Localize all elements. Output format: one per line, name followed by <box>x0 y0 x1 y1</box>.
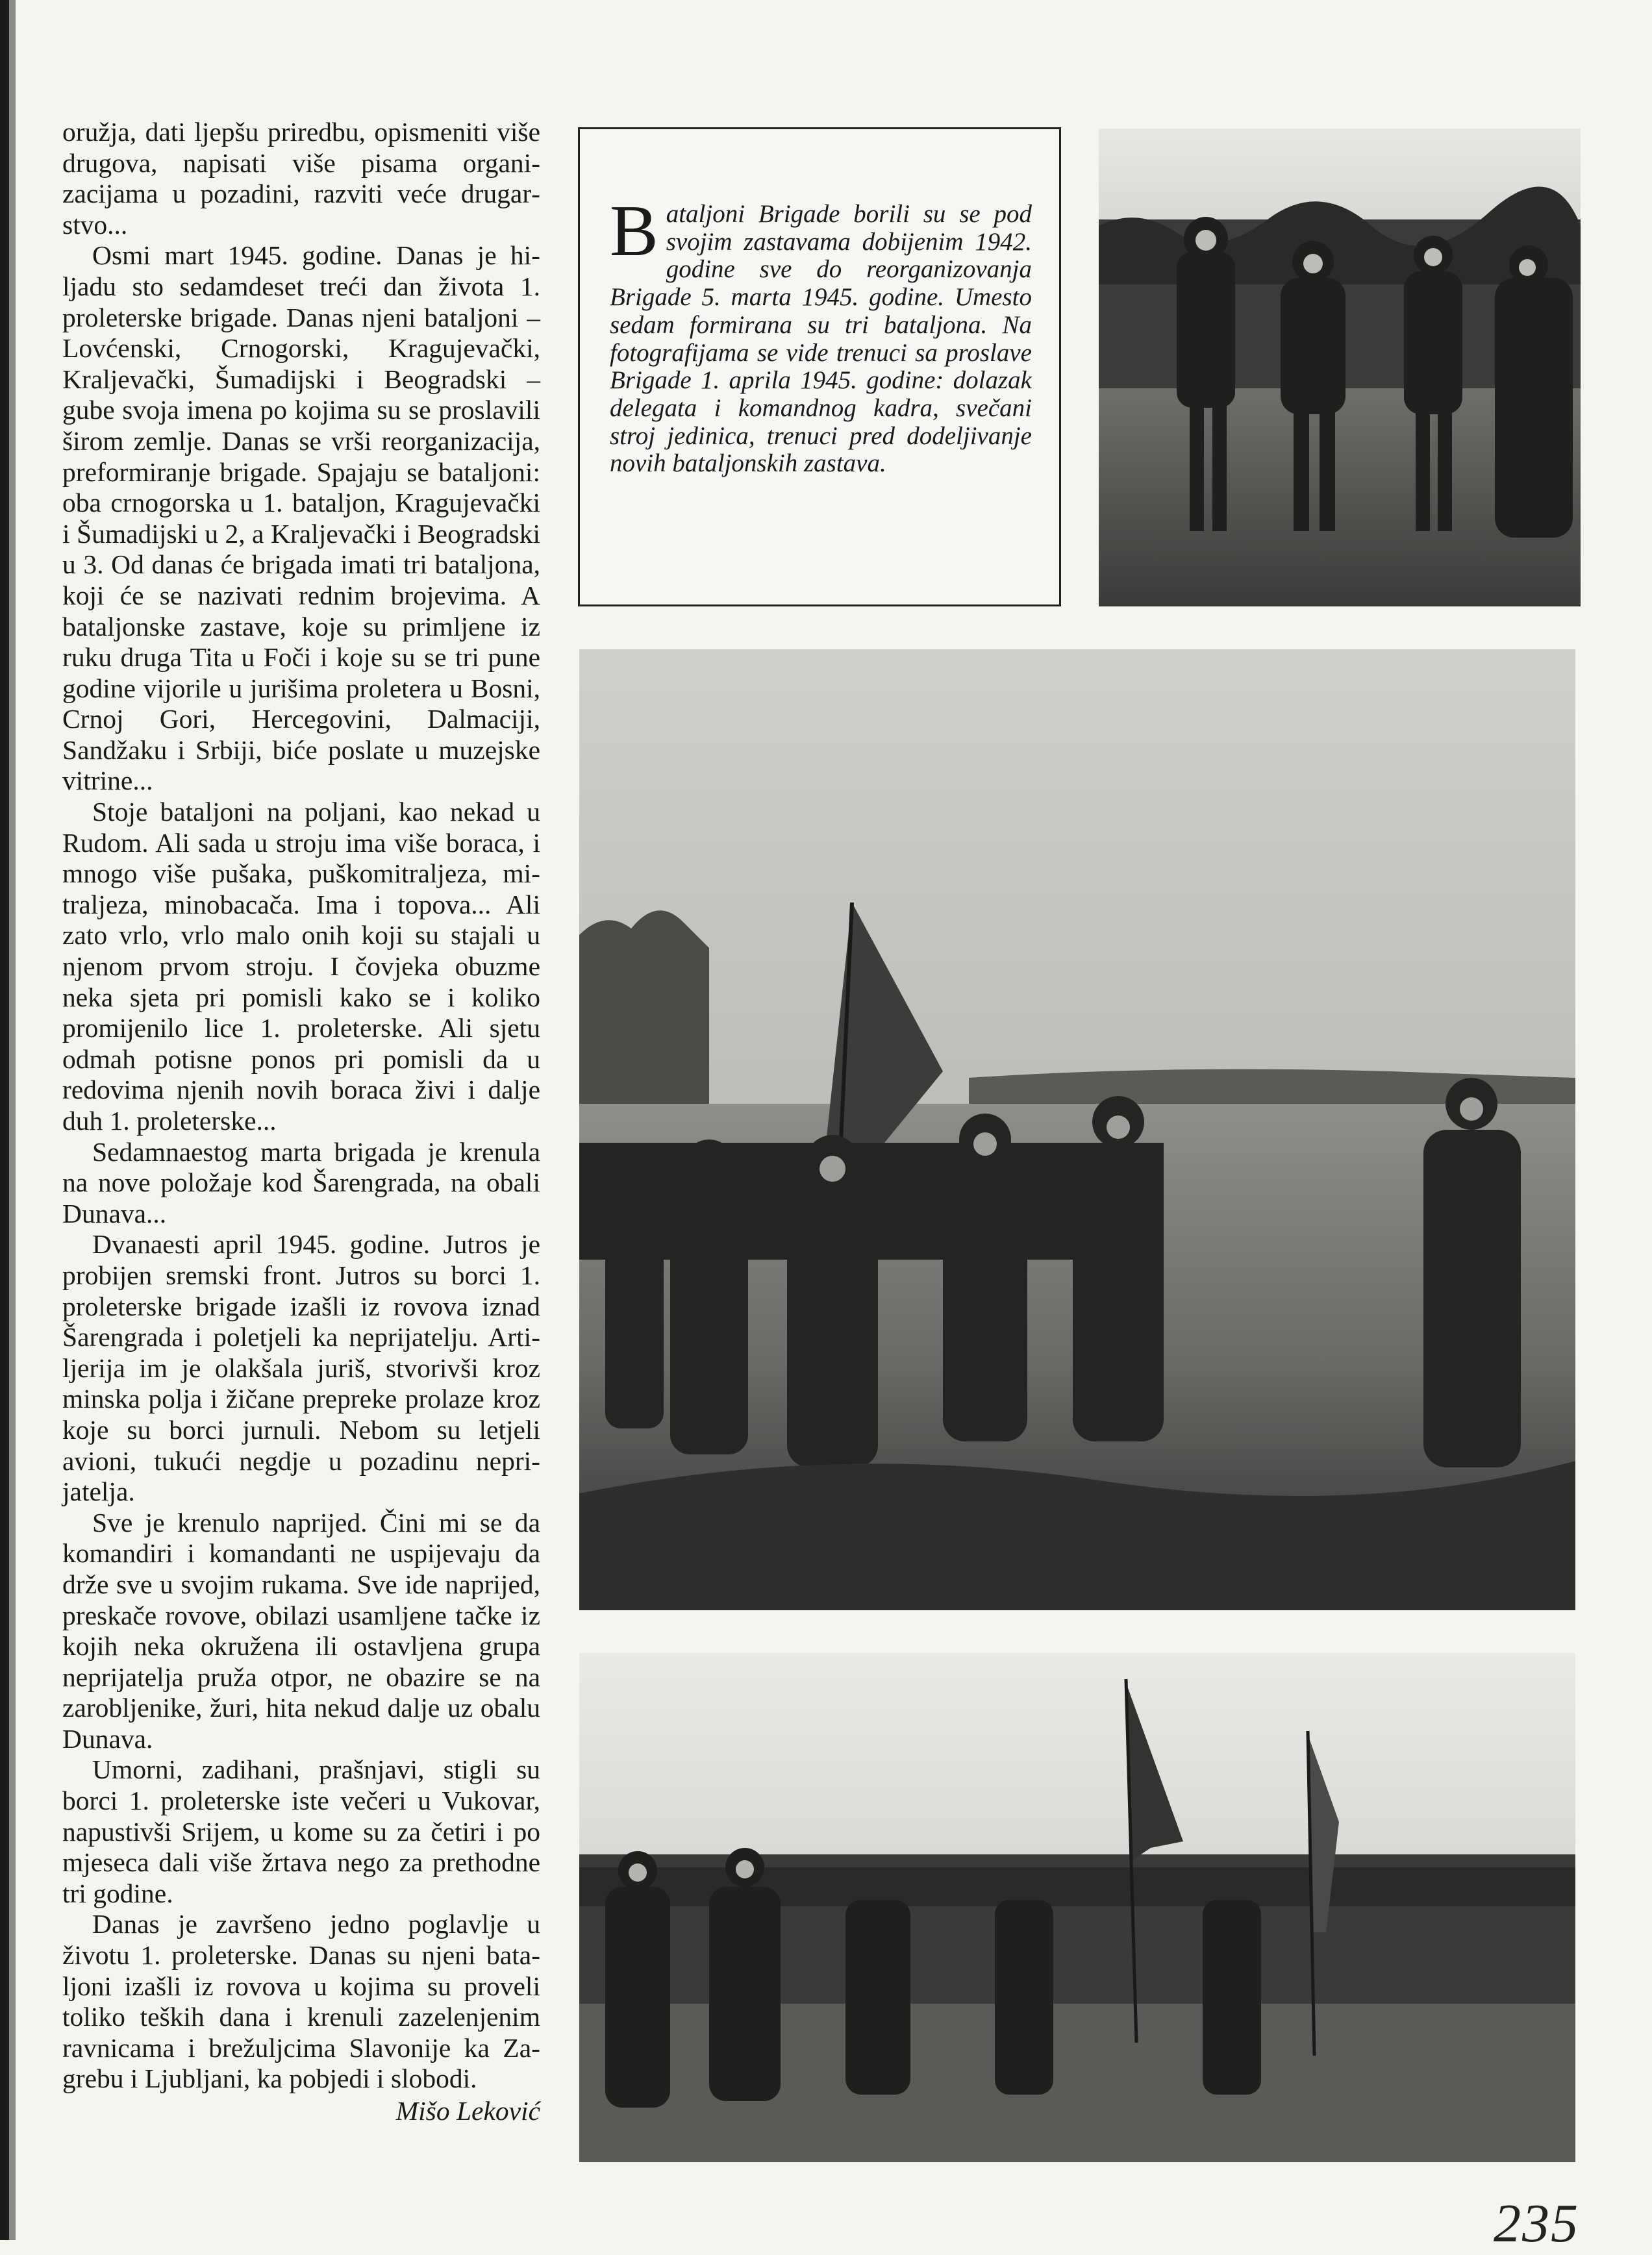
article-paragraph: Sedamnaestog marta brigada je krenula na nove položaje kod Šarengrada, na obali Dunava... <box>62 1136 540 1228</box>
article-paragraph: Umorni, zadihani, prašnjavi, stigli su borci 1. proleterske iste večeri u Vukovar, napustivši Srijem, u kome su za četiri i po mjeseca dali više žrtava nego za prethodne tri godine. <box>62 1754 540 1908</box>
page-edge-highlight <box>9 0 16 2240</box>
photo-flag-march <box>579 649 1575 1610</box>
article-paragraph: Dvanaesti april 1945. godine. Jutros je probijen sremski front. Jutros su borci 1. proleterske brigade izašli iz rovova iznad Šarengrada i poletjeli ka neprijatelju. Artiljerija im je olakšala juriš, stvorivši kroz minska polja i žičane prepreke prolaze kroz koje su borci jurnuli. Nebom su letjeli avioni, tukući negdje u pozadinu neprijatelja. <box>62 1229 540 1507</box>
article-paragraph: Stoje bataljoni na poljani, kao nekad u Rudom. Ali sada u stroju ima više boraca, i mnogo više pušaka, puškomitraljeza, mitraljeza, minobacača. Ima i topova... Ali zato vrlo, vrlo malo onih koji su stajali u njenom prvom stroju. I čovjeka obuzme neka sjeta pri pomisli kako se i koliko promijenilo lice 1. proleterske. Ali sjetu odmah potisne ponos pri pomisli da u redovima njenih novih boraca živi i dalje duh 1. proleterske... <box>62 797 540 1136</box>
article-paragraph: oružja, dati ljepšu priredbu, opismeniti više drugova, napisati više pisama organizacijama u pozadini, razviti veće drugarstvo... <box>62 117 540 240</box>
page-number: 235 <box>1494 2193 1579 2254</box>
page-edge-shadow <box>0 0 9 2240</box>
caption-box <box>578 127 1061 606</box>
article-column <box>62 117 540 2127</box>
author-signature: Mišo Leković <box>395 2096 540 2126</box>
photo-flag-march-image <box>579 649 1575 1610</box>
article-paragraph: Danas je završeno jedno poglavlje u životu 1. proleterske. Danas su njeni bataljoni izašli iz rovova u kojima su proveli toliko teških dana i krenuli zazelenjenim ravnicama i brežuljcima Slavonije ka Zagrebu i Ljubljani, ka pobjedi i slobodi. <box>62 1909 540 2094</box>
caption-drop-cap: B <box>610 191 658 271</box>
caption-text-block <box>610 191 1032 478</box>
caption-text: ataljoni Brigade borili su se pod svojim zastavama dobijenim 1942. godine sve do reorganizovanja Brigade 5. marta 1945. godine. Umesto sedam formirana su tri bataljona. Na fotografijama se vide trenuci sa proslave Brigade 1. aprila 1945. godine: dolazak delegata i komandnog kadra, svečani stroj jedinica, trenuci pred dodeljivanje novih bataljonskih zastava. <box>610 200 1032 478</box>
article-paragraph: Sve je krenulo naprijed. Čini mi se da komandiri i komandanti ne uspijevaju da drže sve u svojim rukama. Sve ide naprijed, preskače rovove, obilazi usamljene tačke iz kojih neka okružena ili ostavljena grupa neprijatelja pruža otpor, ne obazire se na zarobljenike, žuri, hita nekud dalje uz obalu Dunava. <box>62 1507 540 1754</box>
photo-formation-flags-image <box>579 1653 1575 2162</box>
photo-officers-image <box>1099 129 1581 606</box>
photo-officers <box>1099 129 1581 606</box>
photo-formation-flags <box>579 1653 1575 2162</box>
article-paragraph: Osmi mart 1945. godine. Danas je hiljadu sto sedamdeset treći dan života 1. proleterske brigade. Danas njeni bataljoni – Lovćenski, Crnogorski, Kragujevački, Kraljevački, Šumadijski i Beogradski – gube svoja imena po kojima su se proslavili širom zemlje. Danas se vrši reorganizacija, preformiranje brigade. Spajaju se bataljoni: oba crnogorska u 1. bataljon, Kragujevački i Šumadijski u 2, a Kraljevački i Beogradski u 3. Od danas će brigada imati tri bataljona, koji će se nazivati rednim brojevima. A bataljonske zastave, koje su primljene iz ruku druga Tita u Foči i koje su se tri pune godine vijorile u jurišima proletera u Bosni, Crnoj Gori, Hercegovini, Dalmaciji, Sandžaku i Srbiji, biće poslate u muzejske vitrine... <box>62 240 540 796</box>
